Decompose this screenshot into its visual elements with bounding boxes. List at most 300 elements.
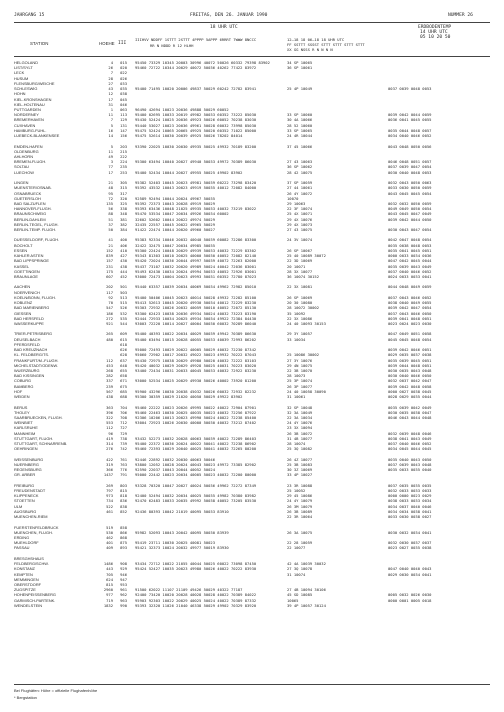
extra-code: 26 3A 10075 (287, 529, 313, 535)
synop-code: 95400 71495 10020 20006 49837 50029 60242 72782 83941 (135, 86, 257, 92)
soil-temperature: 0042 0047 0048 0054 (388, 237, 432, 243)
station-index: 738 (120, 435, 127, 441)
extra-code: 36 SP 10062 (287, 164, 313, 170)
extra-code: 25 10052 (287, 488, 306, 494)
station-index: 706 (120, 409, 127, 415)
elevation: 41 (108, 237, 113, 243)
station-index: 532 (120, 310, 127, 316)
synop-code: 93000 72473 10004 20023 49993 50031 60352 72780 87023 (135, 274, 257, 280)
synop-code: 92436 80393 10042 21019 40095 50033 83910 (135, 508, 229, 514)
synop-code: 95060 72902 10017 20032 49022 50023 49932 70222 87043 (135, 352, 257, 358)
station-index: 615 (120, 336, 127, 342)
column-extra-1: 12—18 18 06—18 18 UHR UTC (287, 37, 345, 42)
station-index: 406 (120, 242, 127, 248)
soil-temp-time: 14 UHR UTC (420, 30, 448, 35)
elevation: 401 (106, 540, 113, 546)
synop-code: 95393 63436 10048 21025 49935 50033 40032 73219 83022 (135, 206, 257, 212)
soil-temperature: 0043 0045 0045 0054 (388, 190, 432, 196)
synop-code: 95440 53027 10023 20036 49961 50028 60032 73998 85030 (135, 122, 257, 128)
soil-temperature: 0046 0043 0044 0048 (388, 414, 432, 420)
extra-code: 45 SD 10085 (287, 592, 313, 598)
synop-code: 95000 72493 10029 20022 40005 50029 40032 72230 87342 (135, 347, 257, 353)
station-name: OLDENBURG (14, 148, 39, 154)
station-name: LINGEN (14, 180, 29, 186)
station-index: 427 (120, 253, 127, 259)
synop-code: 95460 22463 10030 20025 40035 50023 40032 72256 87922 (135, 409, 257, 415)
station-index: 791 (120, 472, 127, 478)
station-index: 215 (120, 148, 127, 154)
station-index: 156 (120, 133, 127, 139)
extra-code: 23 3X 10094 (287, 425, 313, 431)
extra-code: 29 10063 (287, 200, 306, 206)
extra-code: 28 3X 10077 (287, 268, 313, 274)
station-index: 438 (120, 263, 127, 269)
elevation: 7 (110, 70, 113, 76)
elevation: 815 (106, 582, 113, 587)
synop-code: 95000 22442 10023 20034 40005 50023 40032 72200 80000 (135, 472, 257, 478)
elevation: 322 (106, 414, 113, 420)
soil-temperature: 0035 0033 0035 0040 (388, 467, 432, 473)
station-index: 026 (120, 75, 127, 81)
station-name: BRAUNLAGE (14, 274, 38, 280)
elevation: 438 (106, 394, 113, 400)
station-index: 990 (120, 602, 127, 608)
station-name: MUENCHEN-RIEM (14, 514, 48, 520)
synop-code: 95400 02695 10033 20019 49982 50033 60352 73222 85030 (135, 112, 257, 118)
extra-code: 22 3A 10034 (287, 414, 313, 420)
station-name: KLIPPENECK (14, 493, 39, 499)
station-name: WEIDEN (14, 394, 30, 400)
station-name: WEINBIET (14, 420, 33, 426)
column-extra-2: FF SSTTT SSSST STTT STTT STTT STTT (287, 42, 365, 47)
soil-temperature: 0039 0042 0048 0058 (388, 383, 432, 389)
elevation: 21 (108, 180, 113, 186)
station-index: 253 (120, 169, 127, 175)
synop-code: 95392 72373 10043 20028 49919 50029 (135, 200, 216, 206)
synop-code: 95400 52434 10044 20027 49955 50025 49902 83902 (135, 169, 243, 175)
station-name: SOLTAU (14, 164, 29, 170)
soil-temperature: 0039 0042 0046 0051 (388, 347, 432, 353)
station-index: 626 (120, 347, 127, 353)
elevation: 1486 (103, 561, 113, 567)
extra-code: 28 10072 30002 (287, 305, 320, 311)
bottom-rule (14, 684, 490, 685)
synop-code: 95419 23711 10030 20025 40081 50023 (135, 540, 216, 546)
extra-code: 36 SP 10061 (287, 65, 313, 71)
elevation: 31 (108, 101, 113, 107)
station-name: AUGSBURG (14, 508, 37, 514)
station-index: 063 (120, 106, 127, 112)
station-name: SAARBRUECKEN, FLUGH. (14, 414, 63, 420)
station-name: MANNHEIM (14, 430, 36, 436)
extra-code: 23 3R 10088 (287, 482, 313, 488)
station-name: MICHELSTADT/ODENW. (14, 362, 59, 368)
synop-code: 95413 52613 10045 20020 49930 50034 40012 72229 83230 (135, 300, 257, 306)
station-index: 513 (120, 294, 127, 300)
elevation: 95 (108, 190, 113, 196)
soil-temperature: 0024 0033 0033 0041 (388, 274, 432, 280)
station-index: 503 (120, 289, 127, 295)
soil-temperature: 0033 0030 0038 0027 (388, 514, 432, 520)
station-index: 818 (120, 493, 127, 499)
soil-temperature: 0045 0045 0048 0054 (388, 336, 432, 342)
soil-temperature: 0039 0042 0047 0054 (388, 305, 432, 311)
soil-temperature: 0036 0041 0045 0055 (388, 117, 432, 123)
elevation: 567 (106, 388, 113, 394)
station-index: 761 (120, 456, 127, 462)
elevation: 27 (108, 80, 113, 86)
elevation: 26 (108, 65, 113, 71)
synop-code: 95475 52614 10030 20039 49925 50026 78202 84014 (135, 133, 243, 139)
synop-code: 95900 43296 10030 20038 45032 50026 60032 72932 82232 (135, 388, 257, 394)
elevation: 480 (106, 336, 113, 342)
synop-code: 92400 52494 10032 20034 40025 50035 49982 70380 83982 (135, 493, 257, 499)
soil-temperature: 0037 0040 0046 0052 (388, 268, 432, 274)
extra-code: 26 3M 10079 (287, 503, 313, 509)
footnote-1: Bei Flughäfen: Höhe = offizielle Flughafenhöhe (14, 688, 98, 693)
elevation: 157 (106, 258, 113, 264)
elevation: 51 (108, 216, 113, 222)
extra-code: 10065 (287, 597, 299, 603)
elevation: 363 (106, 404, 113, 410)
station-index: 129 (120, 117, 127, 123)
soil-temperature: 0028 0029 0035 0044 (388, 394, 432, 400)
soil-temperature: 0043 0045 0047 0049 (388, 211, 432, 217)
extra-code: 35 10092 (287, 310, 306, 316)
soil-temperature: 0035 0038 0048 0053 (388, 242, 432, 248)
synop-code: 95460 22222 10023 20026 49995 50022 40022 72904 87901 (135, 404, 257, 410)
station-name: NUERNBERG (14, 461, 39, 467)
station-name: FREUDENSTADT (14, 488, 46, 494)
elevation: 337 (106, 378, 113, 384)
elevation: 5 (110, 143, 113, 149)
station-index: 742 (120, 446, 127, 452)
synop-code: 95343 81303 10010 20025 40000 50030 40052 72082 82140 (135, 253, 257, 259)
soil-temperature: 0037 0040 0046 0052 (388, 441, 432, 447)
station-name: REGENSBURG (14, 467, 42, 473)
station-index: 866 (120, 529, 127, 535)
synop-code: 93003 72220 10014 20027 40004 50030 60032 70289 86040 (135, 321, 257, 326)
synop-code: 95420 72024 10036 20044 49997 50039 40072 72263 82000 (135, 258, 257, 264)
synop-code: 95300 30359 10029 21020 40050 50029 49922 83902 (135, 394, 243, 400)
elevation: 4 (110, 60, 113, 65)
synop-code: 95303 72932 10026 20032 40059 50010 40052 72072 85130 (135, 305, 257, 311)
elevation: 21 (108, 242, 113, 248)
station-name: AHLHORN (14, 153, 34, 159)
extra-code: 26 3B 10072 (287, 430, 313, 436)
extra-code: 31 10061 (287, 394, 306, 400)
station-index: 348 (120, 211, 127, 217)
soil-temperature: 0035 0044 0048 0057 (388, 127, 432, 133)
elevation: 269 (106, 482, 113, 488)
elevation: 530 (106, 529, 113, 535)
elevation: 17 (108, 169, 113, 175)
station-name: WEISSENBURG (14, 456, 44, 462)
elevation: 977 (106, 592, 113, 598)
station-name: BREMERHAVEN (14, 117, 44, 123)
station-index: 022 (120, 70, 127, 76)
elevation: 77 (108, 164, 113, 170)
extra-code: 20 10071 (287, 263, 306, 269)
station-index: 704 (120, 404, 127, 410)
station-name: HOHENPEISSENBERG (14, 592, 56, 598)
station-name: HELGOLAND (14, 60, 38, 65)
synop-code: 93004 72923 10026 20030 40000 50030 40032 73212 87402 (135, 420, 257, 426)
station-name: BAMBERG (14, 383, 34, 389)
station-name: KL. FELDBERG/TS. (14, 352, 50, 358)
extra-code: 26 3B 10089 (287, 508, 313, 514)
soil-temperature: 0037 0039 0048 0053 (388, 86, 432, 92)
station-index: 675 (120, 383, 127, 389)
elevation: 319 (106, 461, 113, 467)
elevation: 5 (110, 122, 113, 128)
station-name: KONSTANZ (14, 566, 35, 572)
synop-code: 91500 62022 11107 21109 49426 50029 40322 77187 (135, 587, 243, 593)
station-index: 410 (120, 247, 127, 253)
station-index: 671 (120, 378, 127, 384)
station-index: 685 (120, 388, 127, 394)
extra-code: 28 10074 (287, 441, 306, 447)
soil-temperature: 0037 0039 0043 0048 (388, 461, 432, 467)
station-name: THOLEY (14, 409, 30, 415)
elevation: 14 (108, 133, 113, 139)
extra-code: 26 4Z 10077 (287, 456, 313, 462)
station-name: DUESSELDORF, FLUGH. (14, 237, 60, 243)
soil-temperature: 0000 0001 0005 0018 (388, 597, 432, 603)
soil-temperature: 0044 0048 0049 0059 (388, 284, 432, 290)
extra-code: 25 4X 10071 (287, 211, 313, 217)
synop-code: 93800 12052 10028 20024 40043 50023 49972 73385 82902 (135, 461, 257, 467)
synop-code: 93400 72434 10031 20033 40045 50033 40032 72922 83230 (135, 367, 257, 373)
station-name: MUENSTER/OSNAB. (14, 185, 52, 191)
soil-temperature: 0030 0040 0048 0053 (388, 169, 432, 175)
station-name: NORDERNEY (14, 112, 39, 118)
station-index: 224 (120, 159, 127, 165)
station-index: 868 (120, 535, 127, 541)
soil-temperature: 0043 0048 0050 0056 (388, 143, 432, 149)
extra-code: 29 45 10086 (287, 493, 313, 499)
synop-code: 95982 52093 10043 20042 40095 50030 83939 (135, 529, 229, 535)
synop-code: 95430 72975 10038 20029 49980 50020 40032 72222 83103 (135, 357, 257, 363)
extra-code: 29 3Y 10057 (287, 331, 313, 337)
station-index: 688 (120, 394, 127, 400)
station-index: 317 (120, 190, 127, 196)
station-name: COBURG (14, 378, 32, 384)
elevation: 175 (106, 268, 113, 274)
extra-code: 25 4P 10049 (287, 86, 313, 92)
elevation: 11 (108, 112, 113, 118)
station-index: 963 (120, 597, 127, 603)
extra-code: 33 10034 (287, 336, 306, 342)
elevation: 921 (106, 321, 113, 326)
station-index: 763 (120, 461, 127, 467)
extra-code: 25 3Q 10082 (287, 446, 313, 452)
station-index: 147 (120, 127, 127, 133)
elevation: 461 (106, 508, 113, 514)
soil-temperature: 0033 0030 0050 0059 (388, 185, 432, 191)
elevation: 43 (108, 86, 113, 92)
station-index: 947 (120, 576, 127, 582)
extra-code: 27 3Y 10076 (287, 357, 313, 363)
extra-code: 26 4Y 10072 (287, 190, 313, 196)
station-name: LUEBECK-BLANKENSEE (14, 133, 60, 139)
column-extra-3: XX GG NSSS R N N N N (287, 47, 333, 52)
station-index: 501 (120, 284, 127, 290)
elevation: 117 (106, 289, 113, 295)
soil-temperature: 0030 0035 0038 0047 (388, 409, 432, 415)
extra-code: 25 3B 10083 (287, 461, 313, 467)
station-index: 739 (120, 441, 127, 447)
synop-code: 95460 72393 10029 20040 40025 50041 40032 72265 80200 (135, 446, 257, 452)
synop-code: 95300 22424 10048 20029 49939 50033 40032 72229 83302 (135, 247, 257, 253)
soil-temperature: 0038 0040 0049 0055 (388, 300, 432, 306)
elevation: 797 (106, 488, 113, 494)
station-name: FLENSBURG/WEICHE (14, 80, 55, 86)
extra-code: 42 4A 10039 30032 (287, 561, 326, 567)
station-index: 045 (120, 96, 127, 102)
elevation: 547 (106, 305, 113, 311)
volume-label: JAHRGANG 15 (14, 13, 45, 18)
station-name: KAHLER ASTEN (14, 253, 44, 259)
extra-code: 22 28 10059 (287, 540, 313, 546)
station-name: STUTTGART, SCHNARRENB. (14, 441, 68, 447)
column-station: STATION (30, 41, 49, 46)
station-name: OEHRINGEN (14, 446, 38, 452)
soil-temperature: 0035 0040 0043 0050 (388, 456, 432, 462)
station-name: GIESSEN (14, 310, 32, 316)
extra-code: 31 10074 (287, 571, 306, 577)
elevation: 265 (106, 331, 113, 337)
soil-temperature: 0000 0027 0038 0045 (388, 388, 432, 394)
soil-temperature: 0032 0043 0050 0063 (388, 180, 432, 186)
synop-code: 95460 72722 10344 20029 40072 50036 40262 77422 83972 (135, 65, 257, 71)
station-name: BAD SALZUFLEN (14, 200, 46, 206)
station-index: 515 (120, 300, 127, 306)
extra-code: 24 40 10058 30090 (287, 388, 326, 394)
station-index: 035 (120, 86, 127, 92)
station-index: 893 (120, 545, 127, 551)
station-name: WENDELSTEIN (14, 602, 43, 608)
elevation: 314 (106, 441, 113, 447)
soil-temperature: 0030 0043 0047 0054 (388, 227, 432, 233)
extra-code: 33 SP 10065 (287, 127, 313, 133)
station-index: 544 (120, 321, 127, 326)
station-index: 815 (120, 488, 127, 494)
station-name: BAD LIPPSPRINGE (14, 258, 50, 264)
station-index: 727 (120, 425, 127, 431)
station-name: FUERSTENFELDBRUCK (14, 524, 59, 530)
station-name: GR. ARBER (14, 472, 36, 478)
synop-code: 95300 63494 10040 20027 49940 50033 49972 70389 86030 (135, 159, 257, 165)
station-name: GUETERSLOH (14, 195, 41, 201)
station-name: AACHEN (14, 284, 31, 290)
soil-temperature: 0047 0040 0040 0043 (388, 566, 432, 572)
station-name: HUSUM (14, 75, 29, 81)
column-elevation: HOEHE (99, 41, 115, 46)
station-name: FREIBURG (14, 482, 35, 488)
station-name: OSNABRUECK (14, 190, 42, 196)
synop-code: 95421 32373 10024 20032 49977 50019 83930 (135, 545, 229, 551)
station-name: BRESGHSHAUS (14, 555, 44, 561)
station-index: 838 (120, 503, 127, 509)
station-name: PUTTGARDEN (14, 106, 41, 112)
extra-code: 22 3F 10074 (287, 206, 313, 212)
station-index: 962 (120, 592, 127, 598)
extra-code: 31 4B 10077 (287, 435, 313, 441)
station-index: 203 (120, 143, 127, 149)
soil-temperature: 0039 0044 0048 0051 (388, 362, 432, 368)
elevation: 231 (106, 263, 113, 269)
soil-temperature: 0047 0049 0051 0058 (388, 331, 432, 337)
synop-code: 95400 40393 10022 20034 40029 50039 49942 70389 86630 (135, 331, 257, 337)
elevation: 453 (106, 362, 113, 368)
soil-temperature: 0039 0042 0044 0059 (388, 112, 432, 118)
station-name: MEMMINGEN (14, 576, 39, 582)
station-index: 803 (120, 482, 127, 488)
station-name: BERLIN-TEGEL, FLUGH. (14, 221, 59, 227)
station-name: BERUS (14, 404, 28, 410)
observation-time: 18 UHR UTC (210, 25, 238, 30)
elevation: 396 (106, 409, 113, 415)
station-index: 305 (120, 180, 127, 186)
station-index: 776 (120, 467, 127, 473)
synop-code: 92306 10206 10013 20023 49990 50024 40022 72238 85400 (135, 414, 257, 420)
synop-code: 95430 52424 10025 20036 49923 50026 60052 70238 83030 (135, 117, 257, 123)
synop-code: 91422 22474 10044 20020 49960 50027 (135, 227, 216, 233)
extra-code: 37 SP 10059 (287, 180, 313, 186)
extra-code: 26 SP 10069 (287, 294, 313, 300)
station-name: HAMBURG-FUHL. (14, 127, 47, 133)
station-name: BAD HERSFELD (14, 315, 44, 321)
soil-temperature: 0039 0041 0048 0051 (388, 315, 432, 321)
extra-code: 39 4P 10057 30124 (287, 602, 326, 608)
station-index: 430 (120, 258, 127, 264)
synop-code: 92400 73420 10020 20028 40028 50028 40022 70389 84022 (135, 592, 257, 598)
station-name: NOERVENICH (14, 289, 40, 295)
synop-code: 92446 22892 10032 20030 40063 50046 (135, 456, 216, 462)
elevation: 443 (106, 566, 113, 572)
station-name: LIST/SYLT (14, 65, 33, 71)
soil-temperature: 0046 0048 0051 0057 (388, 159, 432, 165)
station-index: 235 (120, 164, 127, 170)
extra-code: 26 SP 10067 (287, 247, 313, 253)
synop-code: 92470 62483 10033 20035 49992 50038 40052 73205 83530 (135, 498, 257, 504)
station-index: 452 (120, 274, 127, 280)
station-name: LECK (14, 70, 25, 76)
extra-code: 20 30 10080 (287, 300, 313, 306)
elevation: 11 (108, 148, 113, 154)
station-index: 929 (120, 566, 127, 572)
synop-code: 95437 73107 10032 20020 49989 50024 40042 72036 83001 (135, 263, 257, 269)
synop-code: 32422 32475 10047 20034 49985 50035 (135, 242, 216, 248)
elevation: 152 (106, 247, 113, 253)
synop-code: 92589 92494 10044 20024 49967 50035 (135, 195, 216, 201)
soil-temperature: 0039 0042 0044 0050 (388, 216, 432, 222)
station-index: 946 (120, 571, 127, 577)
elevation: 16 (108, 127, 113, 133)
synop-code: 93000 52534 10025 20029 49930 50026 40002 73920 81200 (135, 378, 257, 384)
soil-temperature: 0029 0035 0037 0038 (388, 352, 432, 358)
station-index: 655 (120, 367, 127, 373)
soil-temperature: 0037 0039 0047 0054 (388, 164, 432, 170)
synop-code: 95400 22372 10036 20024 40022 50041 40022 72238 86902 (135, 441, 257, 447)
station-name: BAD KISSINGEN (14, 373, 45, 379)
synop-code: 95470 53534 10047 20034 49926 50034 60002 (135, 211, 229, 217)
extra-code: 29 4N 10075 (287, 362, 313, 368)
extra-code: 29 4X 10073 (287, 221, 313, 227)
extra-code: 24 40 10093 30153 (287, 321, 326, 326)
station-index: 526 (120, 305, 127, 311)
